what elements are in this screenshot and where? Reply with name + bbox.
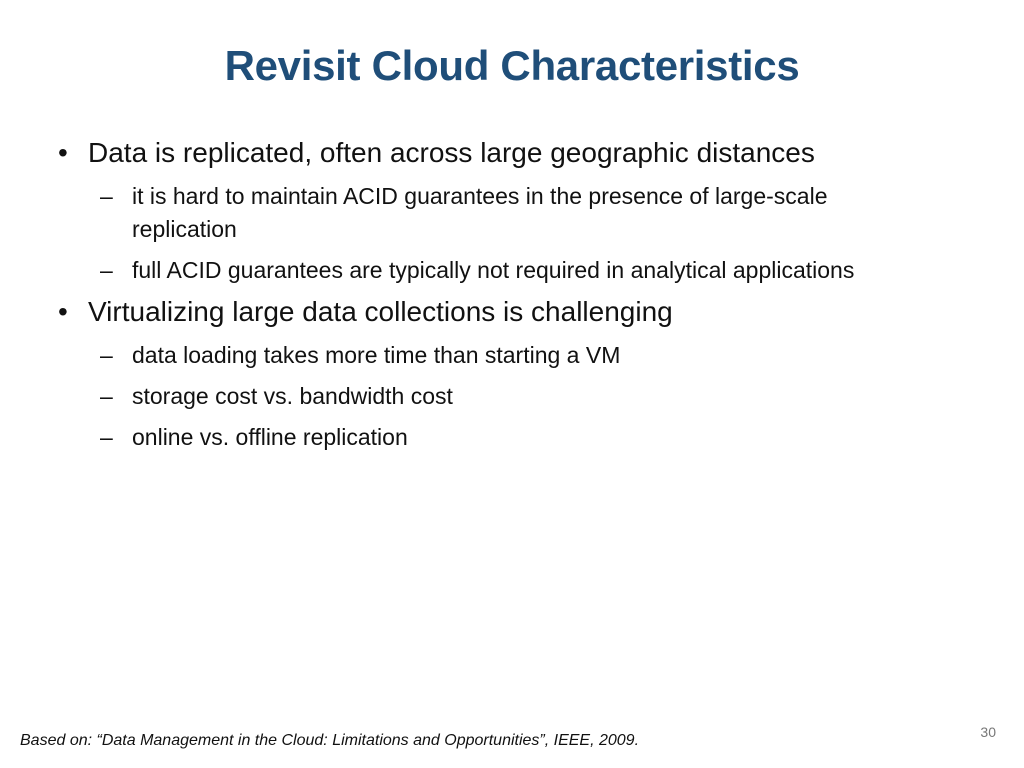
bullet-group-1	[58, 136, 978, 287]
dash-icon: –	[100, 183, 113, 209]
sub-bullet-item	[100, 421, 978, 454]
slide-title: Revisit Cloud Characteristics	[224, 42, 800, 89]
sub-bullet-item	[100, 380, 978, 413]
sub-bullet-text: full ACID guarantees are typically not required in analytical applications	[132, 257, 855, 283]
sub-bullet-item	[100, 180, 978, 246]
bullet-group-2	[58, 295, 978, 454]
slide-content	[58, 136, 978, 462]
bullet-text: Data is replicated, often across large geographic distances	[88, 137, 815, 168]
bullet-item	[58, 136, 978, 170]
sub-bullet-item	[100, 254, 978, 287]
bullet-item	[58, 295, 978, 329]
sub-bullet-text: it is hard to maintain ACID guarantees in the presence of large-scale replication	[132, 183, 828, 242]
bullet-dot-icon: •	[58, 137, 68, 168]
citation-footer: Based on: “Data Management in the Cloud: Limitations and Opportunities”, IEEE, 2009.	[20, 732, 640, 749]
sub-bullet-text: online vs. offline replication	[132, 424, 408, 450]
sub-bullet-text: data loading takes more time than starting a VM	[132, 342, 621, 368]
dash-icon: –	[100, 383, 113, 409]
bullet-dot-icon: •	[58, 296, 68, 327]
bullet-text: Virtualizing large data collections is challenging	[88, 296, 673, 327]
dash-icon: –	[100, 342, 113, 368]
page-number: 30	[980, 724, 996, 740]
dash-icon: –	[100, 257, 113, 283]
sub-bullet-item	[100, 339, 978, 372]
sub-bullet-text: storage cost vs. bandwidth cost	[132, 383, 453, 409]
dash-icon: –	[100, 424, 113, 450]
